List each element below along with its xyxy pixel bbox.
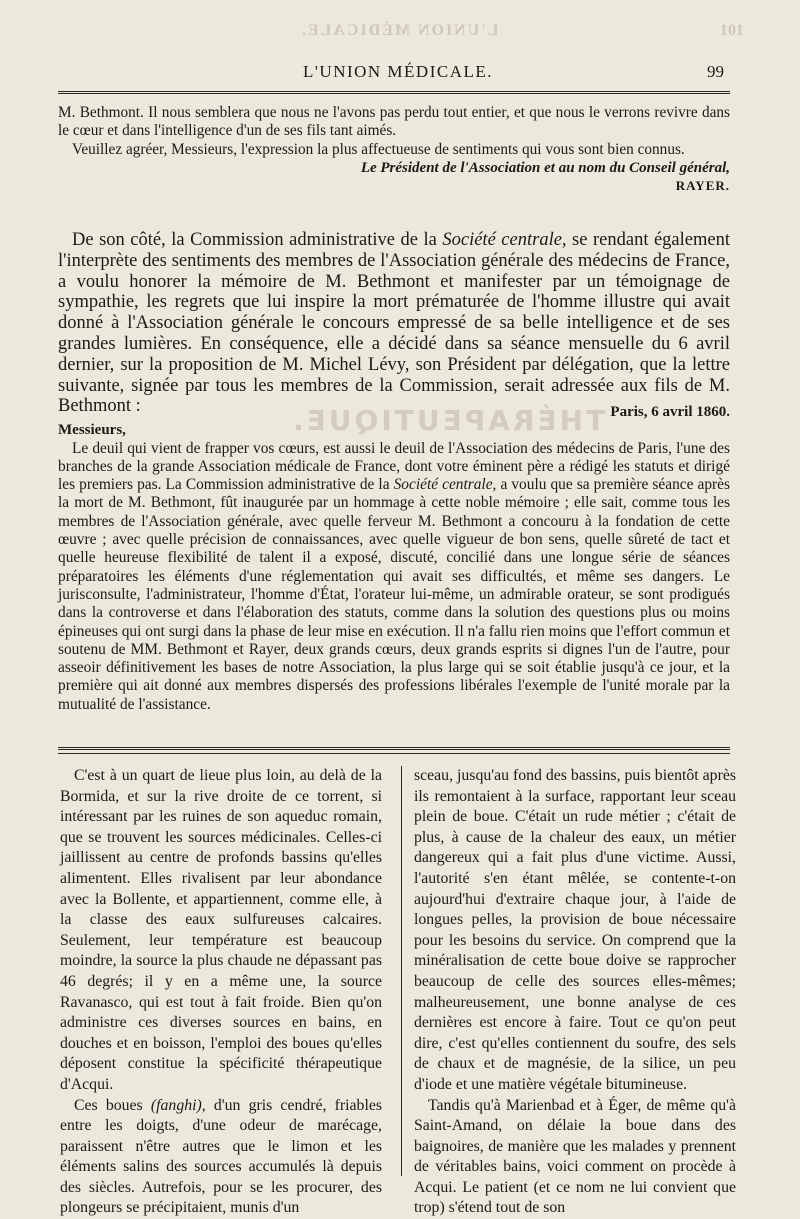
section-divider	[58, 747, 730, 750]
left-column-paragraph-1: C'est à un quart de lieue plus loin, au delà de la Bormida, et sur la rive droite de ce torrent, si intéressant par les ruines de son aqueduc romain, que se trouvent les sources médicinales. Celles-ci jaillissent au centre de profonds bassins qu'elles alimentent. Elles rivalisent par leur abondance avec la Bollente, et appartiennent, comme elle, à la classe des eaux sulfureuses calcaires. Seulement, leur température est beaucoup moindre, la source la plus chaude ne dépassant pas 46 degrés; il y en a même une, la source Ravanasco, qui est tout à fait froide. Bien qu'on administre ces diverses sources en bains, en douches et en boisson, l'emploi des boues qu'elles déposent constitue la spécificité thérapeutique d'Acqui.	[60, 766, 382, 1096]
right-column-paragraph-1: sceau, jusqu'au fond des bassins, puis bientôt après ils remontaient à la surface, rapportant leur sceau plein de boue. C'était un rude métier ; c'était de plus, à cause de la chaleur des eaux, un métier dangereux qui a fait plus d'une victime. Aussi, l'autorité s'en étant mêlée, se contente-t-on aujourd'hui d'extraire chaque jour, à l'aide de longues pelles, la provision de boue nécessaire pour les besoins du service. On comprend que la minéralisation de cette boue doive se rapprocher beaucoup de celle des sources elles-mêmes; malheureusement, une bonne analyse de ces dernières est encore à faire. Tout ce qu'on peut dire, c'est qu'elles contiennent du soufre, des sels de chaux et de magnésie, de la silice, un peu d'iode et une matière végétale bitumineuse.	[414, 766, 736, 1096]
letter-salutation: Messieurs,	[58, 421, 730, 439]
letter-society-name: Société centrale,	[394, 476, 497, 493]
bleed-through-section-title: THÉRAPEUTIQUE.	[290, 404, 605, 437]
header-rule	[58, 91, 730, 94]
letter-body-end: a voulu que sa première séance après la mort de M. Bethmont, fût inaugurée par un hommage à cette noble mémoire ; elle sait, comme tous les membres de l'Association générale, avec quelle ferveur M. Bethmont a concouru à la fondation de cette œuvre ; avec quelle précision de connaissances, avec quelle vigueur de bon sens, quelle sûreté de tact et quelle heureuse flexibilité de talent il a exposé, discuté, concilié dans une longue série de séances préparatoires les éléments d'une réglementation qui avait ses difficultés, et même ses dangers. Le jurisconsulte, l'administrateur, l'homme d'État, l'orateur lui-même, un admirable orateur, se sont prodigués dans la controverse et dans l'élaboration des statuts, comme dans la solution des questions plus ou moins épineuses qui ont surgi dans la phase de leur mise en exécution. Il n'a fallu rien moins que l'effort commun et soutenu de MM. Bethmont et Rayer, deux grands cœurs, deux grands esprits si dignes l'un de l'autre, pour asseoir définitivement les bases de notre Association, la plus large qui se soit établie jusqu'à ce jour, et la première qui ait donné aux membres dispersés des professions libérales l'exemple de l'unité morale par la mutualité de l'assistance.	[58, 476, 730, 713]
society-name: Société centrale,	[442, 230, 566, 250]
feuilleton-left-column	[60, 766, 382, 1219]
commission-intro	[58, 230, 730, 417]
letter-rayer-salutation-paragraph: Veuillez agréer, Messieurs, l'expression la plus affectueuse de sentiments qui vous sont bien connus.	[58, 141, 730, 159]
journal-title: L'UNION MÉDICALE.	[58, 62, 738, 82]
page-number: 99	[707, 62, 724, 82]
letter-body-start: Le deuil qui vient de frapper vos cœurs, est aussi le deuil de l'Association des médecins de Paris, l'une des branches de la grande Association médicale de France, dont votre éminent père a rédigé les statuts et dirigé les premiers pas. La Commission administrative de la	[58, 440, 730, 494]
intro-text-end: se rendant également l'interprète des sentiments des membres de l'Association générale des médecins de France, a voulu honorer la mémoire de M. Bethmont et manifester par un témoignage de sympathie, les regrets que lui inspire la mort prématurée de l'homme illustre qui avait donné à l'Association générale le concours empressé de sa belle intelligence et de ses grandes lumières. En conséquence, elle a décidé dans sa séance mensuelle du 6 avril dernier, sur la proposition de M. Michel Lévy, son Président par délégation, que la lettre suivante, signée par tous les membres de la Commission, serait adressée aux fils de M. Bethmont :	[58, 230, 730, 416]
bleed-through-title: L'UNION MÉDICALE.	[300, 22, 498, 40]
intro-text-start: De son côté, la Commission administrative de la	[72, 230, 442, 250]
bleed-through-page-number: 101	[720, 22, 744, 40]
letter-commission	[58, 403, 730, 714]
letter-rayer-signature: Le Président de l'Association et au nom du Conseil général,	[58, 159, 730, 177]
commission-intro-paragraph	[58, 230, 730, 417]
left-p2-end: d'un gris cendré, friables entre les doigts, d'une odeur de marécage, paraissent n'être autres que le limon et les éléments salins des sources accumulés là depuis des siècles. Autrefois, pour se les procurer, des plongeurs se précipitaient, munis d'un	[60, 1097, 382, 1217]
fanghi-term: (fanghi),	[151, 1097, 206, 1114]
running-header	[58, 60, 738, 86]
section-divider-thin	[58, 753, 730, 754]
letter-rayer	[58, 104, 730, 195]
letter-rayer-closing-paragraph: M. Bethmont. Il nous semblera que nous ne l'avons pas perdu tout entier, et que nous le verrons revivre dans le cœur et dans l'intelligence d'un de ses fils tant aimés.	[58, 104, 730, 141]
left-column-paragraph-2	[60, 1096, 382, 1219]
column-divider	[401, 766, 402, 1176]
left-p2-start: Ces boues	[74, 1097, 151, 1114]
letter-date: Paris, 6 avril 1860.	[58, 403, 730, 421]
feuilleton-right-column	[414, 766, 736, 1219]
right-column-paragraph-2: Tandis qu'à Marienbad et à Éger, de même qu'à Saint-Amand, on délaie la boue dans des baignoires, de manière que les malades y prennent de véritables bains, voici comment on procède à Acqui. Le patient (et ce nom ne lui convient que trop) s'étend tout de son	[414, 1096, 736, 1219]
letter-rayer-signer: RAYER.	[58, 177, 730, 195]
letter-body	[58, 440, 730, 714]
